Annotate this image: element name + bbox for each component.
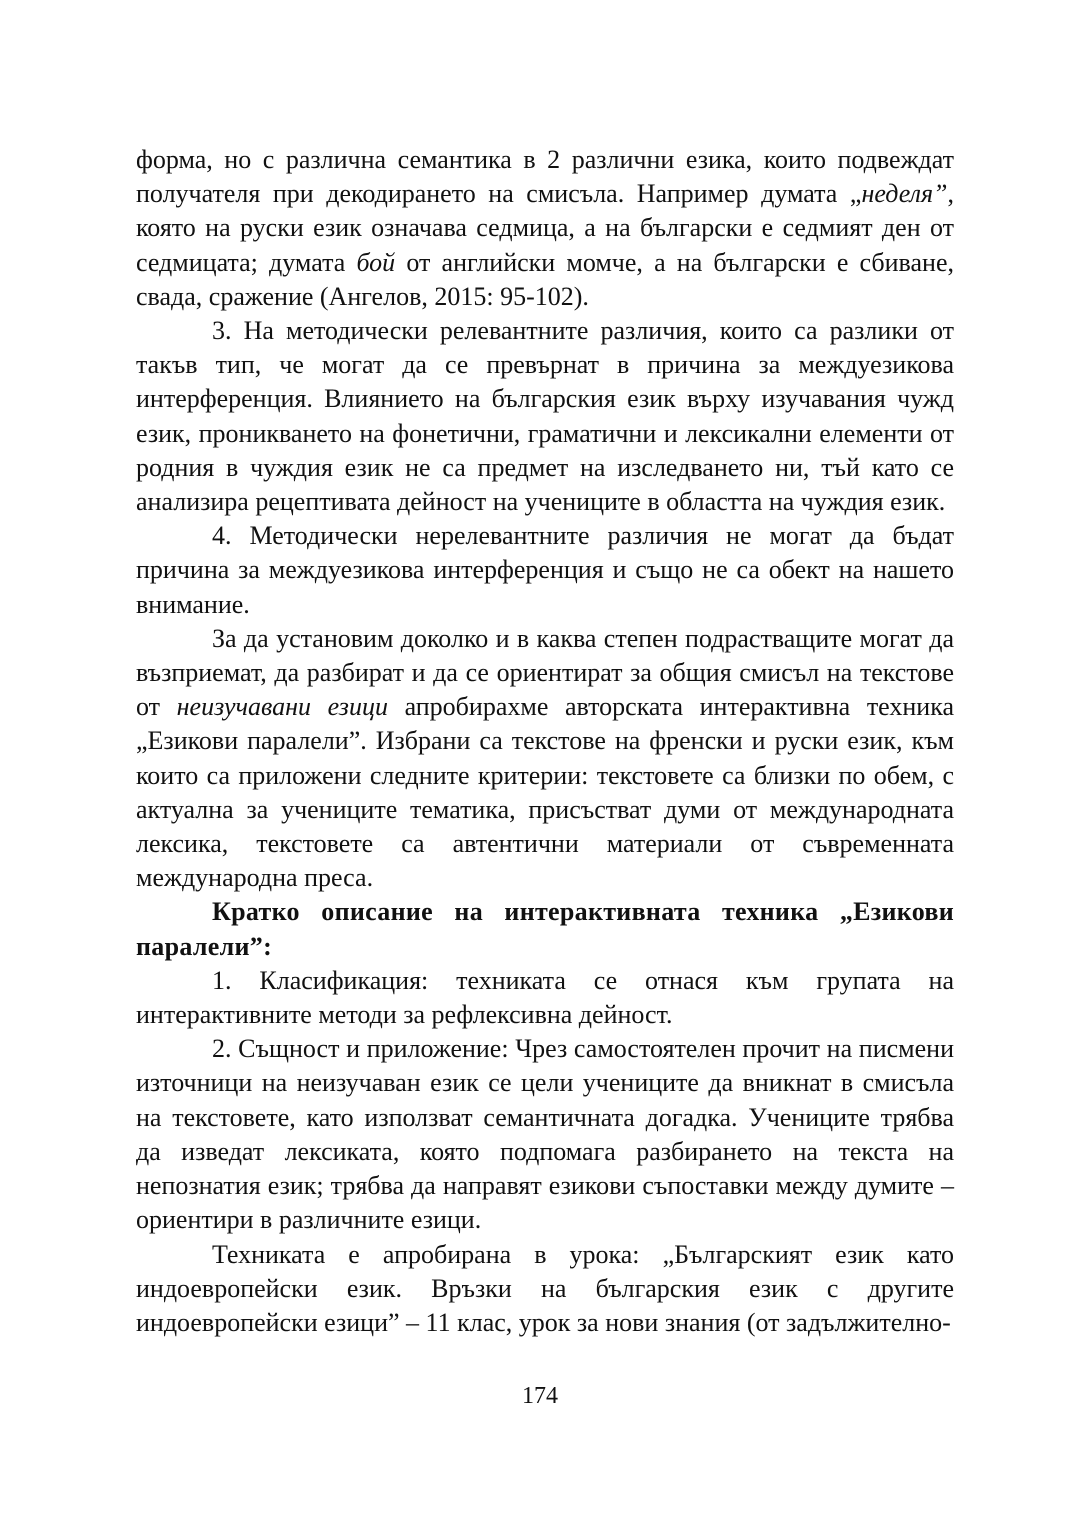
paragraph-continuation: форма, но с различна семантика в 2 различни езика, които подвеждат получателя при декодирането на смисъла. Например думата „неделя”, която на руски език означава седмица, а на български е седмият ден от седмицата; думата бой от английски момче, а на български е сбиване, свада, сражение (Ангелов, 2015: 95-102). <box>136 145 954 311</box>
paragraph-essence: 2. Същност и приложение: Чрез самостоятелен прочит на писмени източници на неизучаван език се цели учениците да вникнат в смисъла на текстовете, като използват семантичната догадка. Учениците трябва да изведат лексиката, която подпомага разбирането на текста на непознатия език; трябва да направят езикови съпоставки между думите – ориентири в различните езици. <box>136 1034 954 1235</box>
body-text <box>136 143 954 1340</box>
section-heading: Кратко описание на интерактивната техника „Езикови паралели”: <box>136 897 954 961</box>
paragraph-classification: 1. Класификация: техниката се отнася към групата на интерактивните методи за рефлексивна дейност. <box>136 965 954 1030</box>
paragraph-item-3: 3. На методически релевантните различия, които са разлики от такъв тип, че могат да се превърнат в причина за междуезикова интерференция. Влиянието на българския език върху изучавания чужд език, проникването на фонетични, граматични и лексикални елементи от родния в чуждия език не са предмет на изследването ни, тъй като се анализира рецептивата дейност на учениците в областта на чуждия език. <box>136 316 954 517</box>
paragraph-item-4: 4. Методически нерелевантните различия не могат да бъдат причина за междуезикова интерференция и също не са обект на нашето внимание. <box>136 521 954 619</box>
paragraph-lesson: Техниката е апробирана в урока: „Българският език като индоевропейски език. Връзки на българския език с другите индоевропейски езици” – 11 клас, урок за нови знания (от задължително- <box>136 1239 954 1337</box>
paragraph-study-intro: За да установим доколко и в каква степен подрастващите могат да възприемат, да разбират и да се ориентират за общия смисъл на текстове от неизучавани езици апробирахме авторската интерактивна техника „Езикови паралели”. Избрани са текстове на френски и руски език, към които са приложени следните критерии: текстовете са близки по обем, с актуална за учениците тематика, присъстват думи от международната лексика, текстовете са автентични материали от съвременната международна преса. <box>136 623 954 893</box>
page-number: 174 <box>522 1383 558 1409</box>
